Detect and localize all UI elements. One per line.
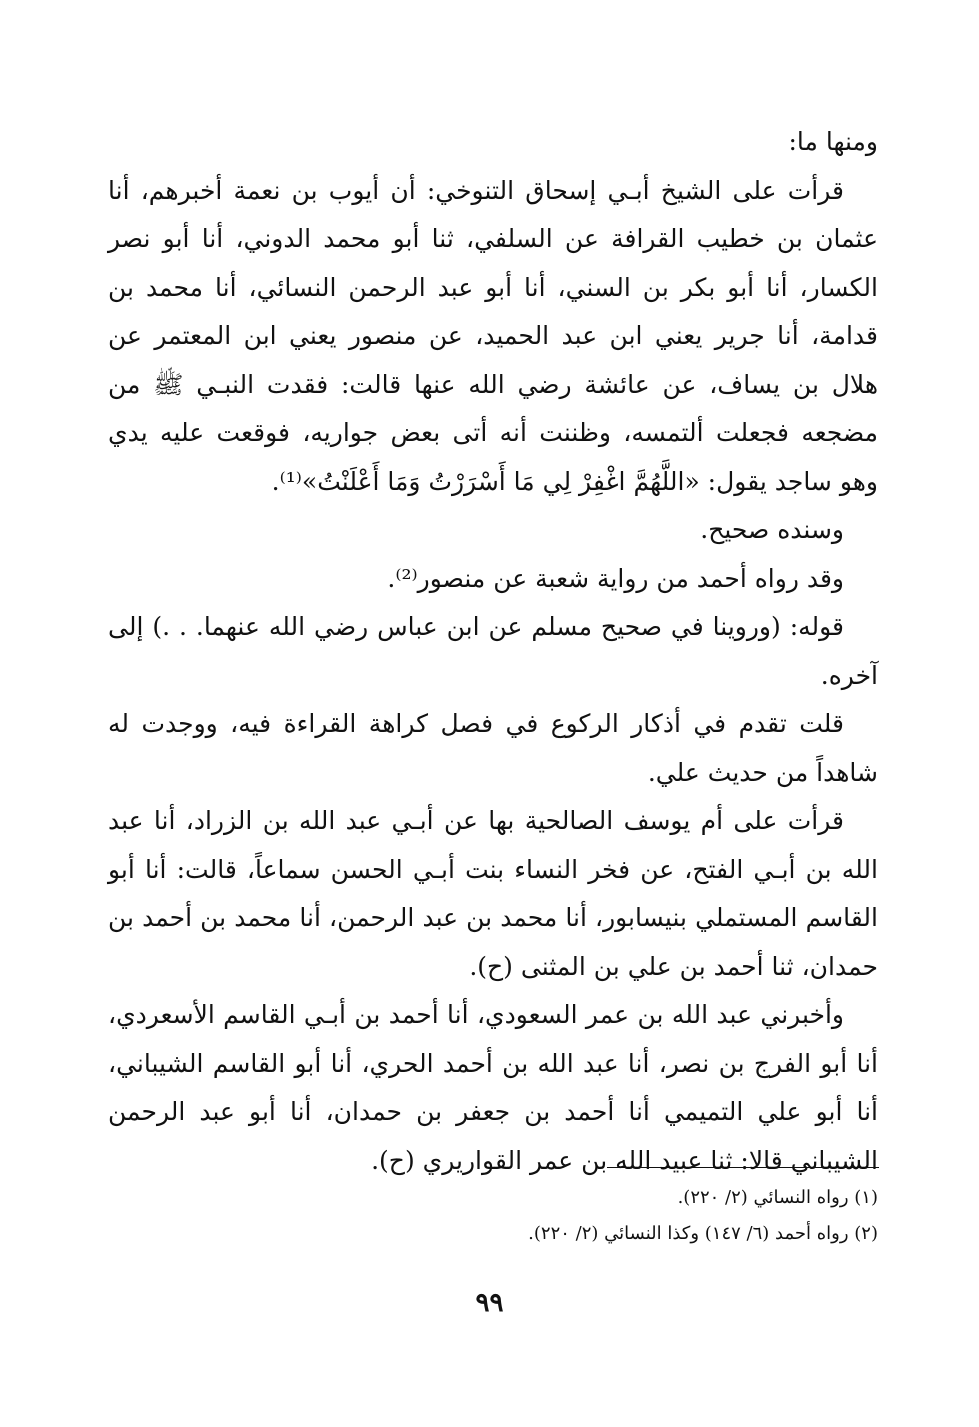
paragraph-isnad-grade: وسنده صحيح. bbox=[700, 515, 844, 544]
paragraph-quote-muslim: قوله: (وروينا في صحيح مسلم عن ابن عباس رضي الله عنهما. . .) إلى آخره. bbox=[108, 612, 878, 690]
paragraph-ahmad-narration: وقد رواه أحمد من رواية شعبة عن منصور⁽²⁾. bbox=[387, 563, 844, 593]
page-number: ٩٩ bbox=[475, 1288, 504, 1318]
footnote-2: (٢) رواه أحمد (٦/ ١٤٧) وكذا النسائي (٢/ ٢٢٠). bbox=[528, 1223, 878, 1244]
footnote-1: (١) رواه النسائي (٢/ ٢٢٠). bbox=[677, 1187, 878, 1208]
footnote-divider bbox=[607, 1167, 879, 1168]
main-text bbox=[108, 118, 878, 1185]
paragraph-chain-umm-yusuf: قرأت على أم يوسف الصالحية بها عن أبـي عبد الله بن الزراد، أنا عبد الله بن أبـي الفتح، عن فخر النساء بنت أبـي الحسن سماعاً، قالت: أنا أبو القاسم المستملي بنيسابور، أنا محمد بن عبد الرحمن، أنا محمد بن أحمد بن حمدان، ثنا أحمد بن علي بن المثنى (ح). bbox=[108, 806, 878, 981]
paragraph-comment: قلت تقدم في أذكار الركوع في فصل كراهة القراءة فيه، ووجدت له شاهداً من حديث علي. bbox=[108, 709, 878, 787]
paragraph-intro: ومنها ما: bbox=[788, 127, 878, 156]
paragraph-hadith-aisha: قرأت على الشيخ أبـي إسحاق التنوخي: أن أيوب بن نعمة أخبرهم، أنا عثمان بن خطيب القرافة عن السلفي، ثنا أبو محمد الدوني، أنا أبو نصر الكسار، أنا أبو بكر بن السني، أنا أبو عبد الرحمن النسائي، أنا محمد بن قدامة، أنا جرير يعني ابن عبد الحميد، عن منصور يعني ابن المعتمر عن هلال بن يساف، عن عائشة رضي الله عنها قالت: فقدت النبـي ﷺ من مضجعه فجعلت ألتمسه، وظننت أنه أتى بعض جواريه، فوقعت عليه يدي وهو ساجد يقول: «اللَّهُمَّ اغْفِرْ لِي مَا أَسْرَرْتُ وَمَا أَعْلَنْتُ»⁽¹⁾. bbox=[108, 175, 878, 496]
footnotes bbox=[300, 1180, 878, 1252]
paragraph-chain-saudi: وأخبرني عبد الله بن عمر السعودي، أنا أحمد بن أبـي القاسم الأسعردي، أنا أبو الفرج بن نصر، أنا عبد الله بن أحمد الحري، أنا أبو القاسم الشيباني، أنا أبو علي التميمي أنا أحمد بن جعفر بن حمدان، أنا أبو عبد الرحمن الشيباني قالا: ثنا عبيد الله بن عمر القواريري (ح). bbox=[108, 1000, 878, 1175]
